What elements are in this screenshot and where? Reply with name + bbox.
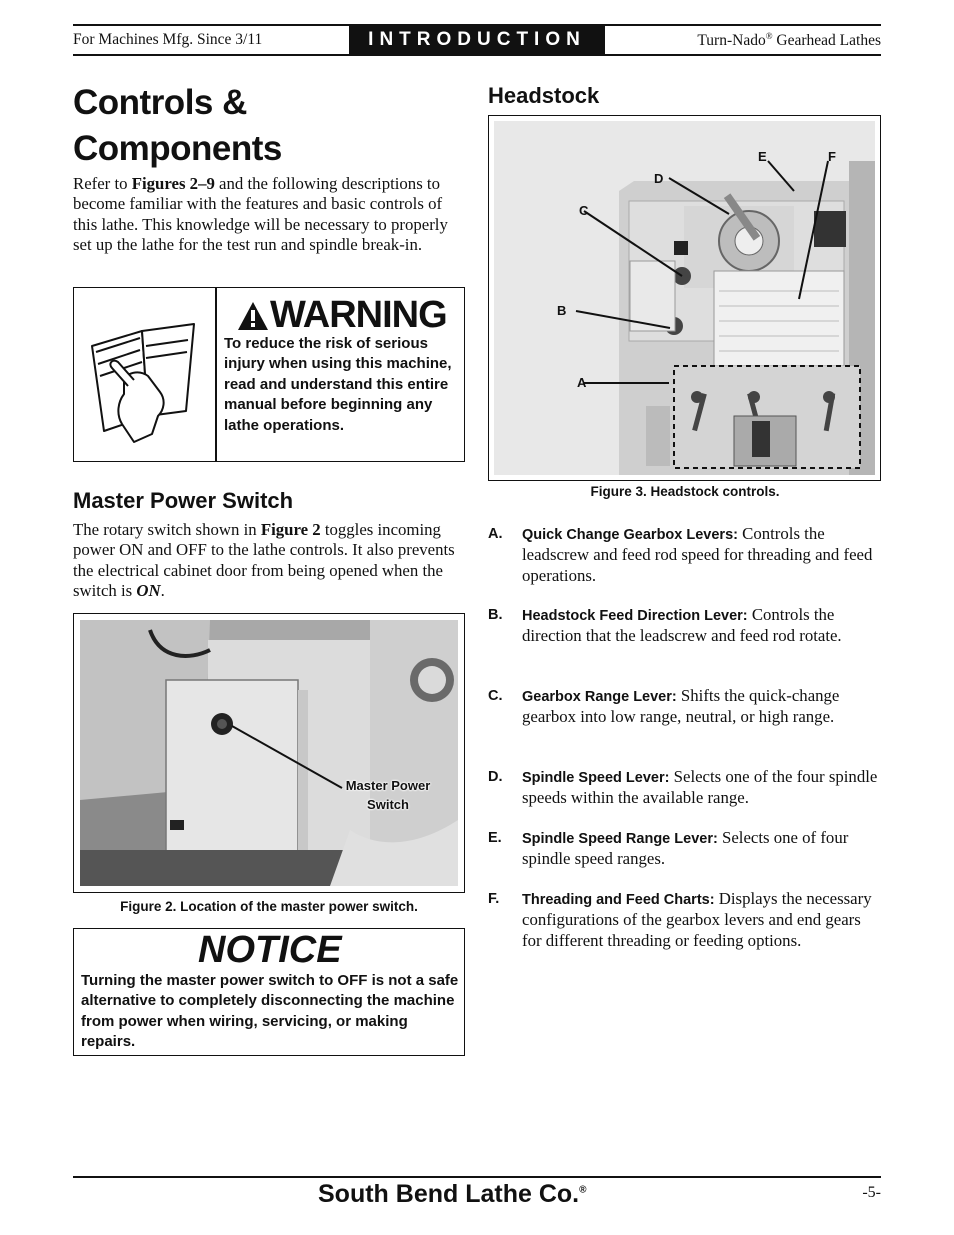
headstock-heading: Headstock [488,83,600,108]
control-item-c: C. Gearbox Range Lever: Shifts the quick-change gearbox into low range, neutral, or high range. [488,686,840,727]
master-power-heading: Master Power Switch [73,488,294,513]
callout-label-c: C [579,203,589,218]
notice-title: NOTICE [198,929,342,971]
control-item-b: B. Headstock Feed Direction Lever: Controls the direction that the leadscrew and feed rod rotate. [488,605,842,646]
control-item-f: F. Threading and Feed Charts: Displays the necessary configurations of the gearbox levers and end gears for different threading or feeding options. [488,889,872,950]
warning-title: WARNING [270,294,447,336]
callout-label-d: D [654,171,664,186]
master-power-callout: Master Power Switch [345,778,431,812]
figure-3-photo [494,121,875,475]
brand-logo: South Bend Lathe Co.® [318,1180,587,1208]
warning-triangle-icon [236,300,270,332]
warning-divider [215,288,217,461]
footer-rule [73,1176,881,1178]
warning-text: To reduce the risk of serious injury when using this machine, read and understand this entire manual before beginning any lathe operations. [224,335,452,434]
header-rule-bottom [73,54,881,56]
read-manual-icon [82,306,208,446]
warning-header [236,294,447,337]
control-item-a: A. Quick Change Gearbox Levers: Controls the leadscrew and feed rod speed for threading and feed operations. [488,524,873,585]
callout-label-a: A [577,375,587,390]
figure-3-frame [488,115,881,481]
electrical-cabinet-illustration [80,620,458,886]
callout-label-b: B [557,303,567,318]
figure-2-caption: Figure 2. Location of the master power switch. [120,899,418,914]
callout-label-e: E [758,149,767,164]
section-tab: INTRODUCTION [349,26,605,54]
callout-label-f: F [828,149,836,164]
figure-2-frame [73,613,465,893]
control-item-e: E. Spindle Speed Range Lever: Selects one of four spindle speed ranges. [488,828,849,869]
header-machines-note: For Machines Mfg. Since 3/11 [73,31,263,48]
figure-2-photo [80,620,458,886]
page-number: -5- [862,1184,881,1201]
notice-text: Turning the master power switch to OFF is not a safe alternative to completely disconnecting the machine from power when wiring, servicing, or making repairs. [81,972,459,1051]
warning-box [73,287,465,462]
headstock-illustration [494,121,875,475]
header-product-name: Turn-Nado® Gearhead Lathes [697,31,881,50]
page-title: Controls & Components [73,83,282,168]
notice-box [73,928,465,1056]
figure-3-caption: Figure 3. Headstock controls. [590,484,780,499]
master-power-paragraph: The rotary switch shown in Figure 2 toggles incoming power ON and OFF to the lathe controls. It also prevents the electrical cabinet door from being opened when the switch is ON. [73,520,455,601]
control-item-d: D. Spindle Speed Lever: Selects one of the four spindle speeds within the available range. [488,767,878,808]
intro-paragraph: Refer to Figures 2–9 and the following descriptions to become familiar with the features and basic controls of this lathe. This knowledge will be necessary to properly set up the lathe for the test run and spindle break-in. [73,174,448,255]
